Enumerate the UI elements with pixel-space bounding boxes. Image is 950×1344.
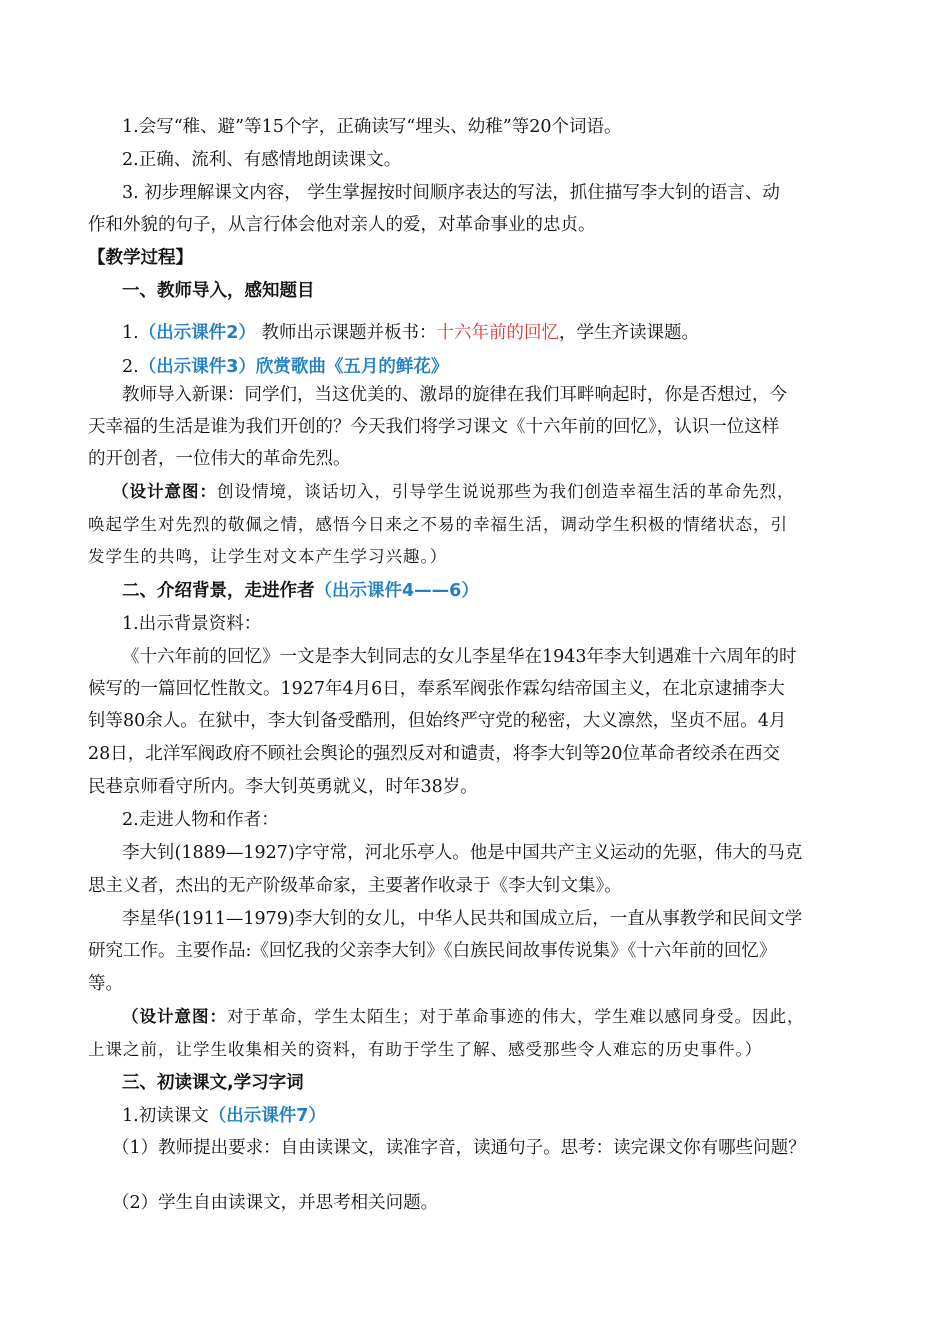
background-line: 钊等80余人。在狱中，李大钊备受酷刑，但始终严守党的秘密，大义凛然，坚贞不屈。4月 [88,711,787,731]
bio-line: 思主义者，杰出的无产阶级革命家，主要著作收录于《李大钊文集》。 [88,876,622,896]
intro-line: 天幸福的生活是谁为我们开创的？今天我们将学习课文《十六年前的回忆》，认识一位这样 [88,417,780,437]
background-line: 民巷京师看守所内。李大钊英勇就义，时年38岁。 [88,777,478,797]
step-2: 2.（出示课件3）欣赏歌曲《五月的鲜花》 [122,357,449,377]
background-line: 《十六年前的回忆》一文是李大钊同志的女儿李星华在1943年李大钊遇难十六周年的时 [122,647,797,667]
design-note-1: （设计意图：创设情境，谈话切入，引导学生说说那些为我们创造幸福生活的革命先烈， [112,482,795,501]
read-step-2: （2）学生自由读课文，并思考相关问题。 [112,1193,439,1213]
design-note-line: 发学生的共鸣，让学生对文本产生学习兴趣。） [88,547,448,566]
section-1-heading: 一、教师导入，感知题目 [122,281,315,301]
background-line: 候写的一篇回忆性散文。1927年4月6日，奉系军阀张作霖勾结帝国主义，在北京逮捕李大 [88,679,785,699]
intro-line: 教师导入新课：同学们，当这优美的、激昂的旋律在我们耳畔响起时，你是否想过，今 [122,385,787,405]
objective-3-cont: 作和外貌的句子，从言行体会他对亲人的爱，对革命事业的忠贞。 [88,215,596,235]
design-note-line: 唤起学生对先烈的敬佩之情，感悟今日来之不易的幸福生活，调动学生积极的情绪状态，引 [88,515,788,534]
bio-line: 研究工作。主要作品:《回忆我的父亲李大钊》《白族民间故事传说集》《十六年前的回忆》 [88,941,777,961]
section-3-heading: 三、初读课文,学习字词 [122,1073,304,1093]
objective-2: 2.正确、流利、有感情地朗读课文。 [122,150,402,170]
intro-line: 的开创者，一位伟大的革命先烈。 [88,449,351,469]
design-note-line: 上课之前，让学生收集相关的资料，有助于学生了解、感受那些令人难忘的历史事件。） [88,1040,763,1059]
process-heading: 【教学过程】 [88,248,193,268]
bio-line: 等。 [88,974,123,994]
section-2-heading: 二、介绍背景，走进作者（出示课件4——6） [122,581,479,601]
sub-heading: 1.初读课文（出示课件7） [122,1106,326,1126]
design-note-2: （设计意图：对于革命，学生太陌生；对于革命事迹的伟大，学生难以感同身受。因此， [122,1007,805,1026]
sub-heading: 2.走进人物和作者： [122,810,279,830]
read-step-1: （1）教师提出要求：自由读课文，读准字音，读通句子。思考：读完课文你有哪些问题？ [112,1138,806,1158]
background-line: 28日，北洋军阀政府不顾社会舆论的强烈反对和谴责，将李大钊等20位革命者绞杀在西交 [88,744,781,764]
bio-line: 李大钊(1889—1927)字守常，河北乐亭人。他是中国共产主义运动的先驱，伟大的马克 [122,843,803,863]
sub-heading: 1.出示背景资料： [122,614,262,634]
objective-1: 1.会写“稚、避”等15个字，正确读写“埋头、幼稚”等20个词语。 [122,117,622,137]
bio-line: 李星华(1911—1979)李大钊的女儿，中华人民共和国成立后，一直从事教学和民间文学 [122,909,803,929]
objective-3: 3. 初步理解课文内容， 学生掌握按时间顺序表达的写法，抓住描写李大钊的语言、动 [122,183,780,203]
step-1: 1.（出示课件2） 教师出示课题并板书：十六年前的回忆，学生齐读课题。 [122,323,699,343]
